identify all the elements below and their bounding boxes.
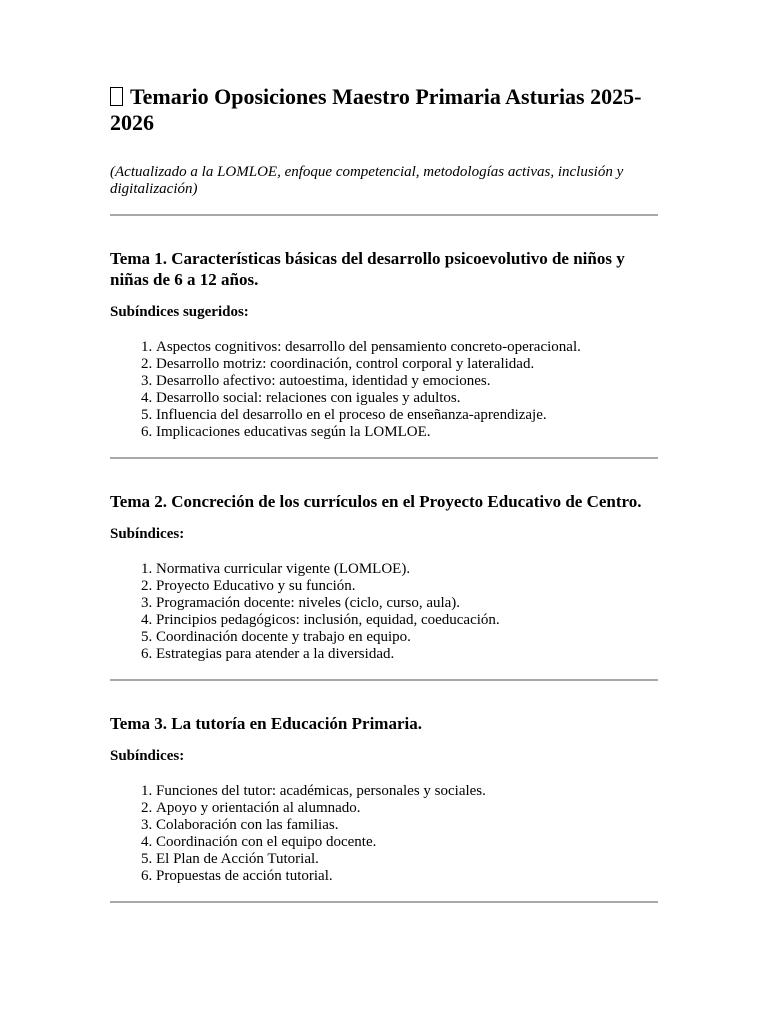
subindex-list [110, 339, 658, 441]
list-item: 3. Desarrollo afectivo: autoestima, identidad y emociones. [156, 373, 658, 390]
missing-glyph-icon [110, 87, 123, 106]
section-heading: Tema 1. Características básicas del desarrollo psicoevolutivo de niños y niñas de 6 a 12 años. [110, 249, 625, 289]
list-item: 4. Coordinación con el equipo docente. [156, 834, 658, 851]
subindex-label: Subíndices sugeridos: [110, 304, 249, 320]
subindex-label: Subíndices: [110, 526, 185, 542]
divider [110, 679, 658, 681]
divider [110, 457, 658, 459]
list-item: 2. Apoyo y orientación al alumnado. [156, 800, 658, 817]
page-subtitle: (Actualizado a la LOMLOE, enfoque competencial, metodologías activas, inclusión y digitalización) [110, 164, 624, 197]
section-heading: Tema 2. Concreción de los currículos en el Proyecto Educativo de Centro. [110, 492, 642, 511]
subindex-list [110, 561, 658, 663]
list-item: 1. Funciones del tutor: académicas, personales y sociales. [156, 783, 658, 800]
list-item: 2. Desarrollo motriz: coordinación, control corporal y lateralidad. [156, 356, 658, 373]
list-item: 2. Proyecto Educativo y su función. [156, 578, 658, 595]
list-item: 1. Aspectos cognitivos: desarrollo del pensamiento concreto-operacional. [156, 339, 658, 356]
document-body [110, 84, 658, 903]
list-item: 5. Coordinación docente y trabajo en equipo. [156, 629, 658, 646]
list-item: 3. Programación docente: niveles (ciclo, curso, aula). [156, 595, 658, 612]
page-title-text: Temario Oposiciones Maestro Primaria Asturias 2025-2026 [110, 84, 642, 135]
section-heading: Tema 3. La tutoría en Educación Primaria. [110, 714, 422, 733]
subindex-label: Subíndices: [110, 748, 185, 764]
list-item: 5. Influencia del desarrollo en el proceso de enseñanza-aprendizaje. [156, 407, 658, 424]
list-item: 5. El Plan de Acción Tutorial. [156, 851, 658, 868]
list-item: 4. Principios pedagógicos: inclusión, equidad, coeducación. [156, 612, 658, 629]
list-item: 3. Colaboración con las familias. [156, 817, 658, 834]
list-item: 6. Propuestas de acción tutorial. [156, 868, 658, 885]
subindex-list [110, 783, 658, 885]
section-tema-1 [110, 248, 658, 459]
section-tema-3 [110, 713, 658, 903]
divider [110, 214, 658, 216]
list-item: 4. Desarrollo social: relaciones con iguales y adultos. [156, 390, 658, 407]
section-tema-2 [110, 491, 658, 681]
list-item: 1. Normativa curricular vigente (LOMLOE). [156, 561, 658, 578]
page-title [110, 84, 658, 136]
list-item: 6. Estrategias para atender a la diversidad. [156, 646, 658, 663]
list-item: 6. Implicaciones educativas según la LOMLOE. [156, 424, 658, 441]
divider [110, 901, 658, 903]
